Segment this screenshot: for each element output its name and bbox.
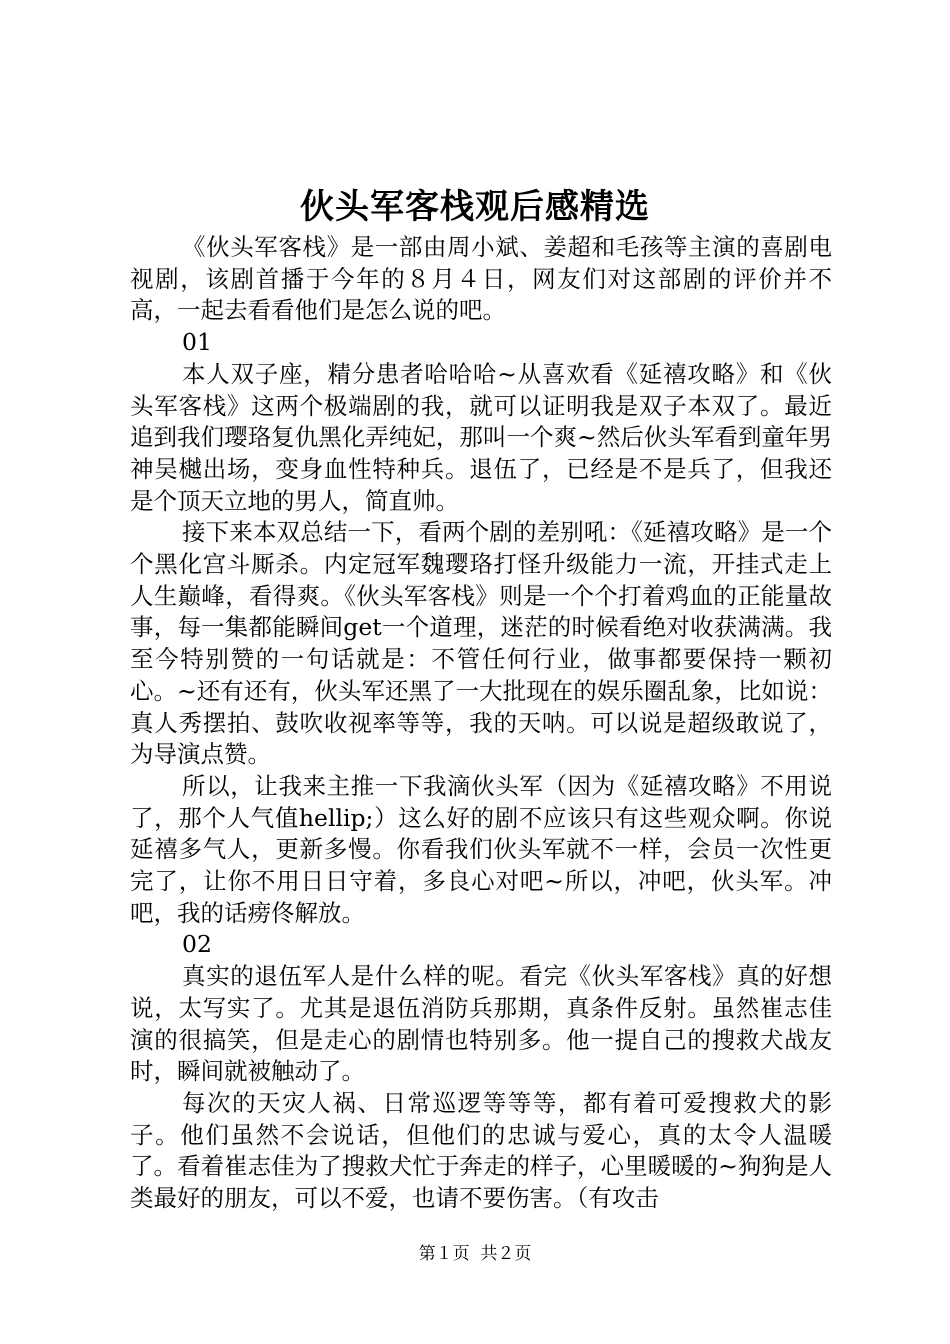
page-total: 共２页 [480,1244,532,1264]
document-title: 伙头军客栈观后感精选 [300,187,650,227]
paragraph: 真实的退伍军人是什么样的呢。看完《伙头军客栈》真的好想说，太写实了。尤其是退伍消防兵那期，真条件反射。虽然崔志佳演的很搞笑，但是走心的剧情也特别多。他一提自己的搜救犬战友时，瞬间就被触动了。 [130,962,832,1086]
section-number: 01 [182,328,212,357]
section-number: 02 [182,930,212,959]
page-footer [0,1242,950,1266]
paragraph: 本人双子座，精分患者哈哈哈~从喜欢看《延禧攻略》和《伙头军客栈》这两个极端剧的我，就可以证明我是双子本双了。最近追到我们璎珞复仇黑化弄纯妃，那叫一个爽~然后伙头军看到童年男神吴樾出场，变身血性特种兵。退伍了，已经是不是兵了，但我还是个顶天立地的男人，简直帅。 [130,359,832,515]
paragraph: 每次的天灾人祸、日常巡逻等等等，都有着可爱搜救犬的影子。他们虽然不会说话，但他们的忠诚与爱心，真的太令人温暖了。看着崔志佳为了搜救犬忙于奔走的样子，心里暖暖的~狗狗是人类最好的朋友，可以不爱，也请不要伤害。（有攻击 [130,1088,832,1213]
paragraph: 《伙头军客栈》是一部由周小斌、姜超和毛孩等主演的喜剧电视剧，该剧首播于今年的８月４日，网友们对这部剧的评价并不高，一起去看看他们是怎么说的吧。 [130,233,832,325]
paragraph: 所以，让我来主推一下我滴伙头军（因为《延禧攻略》不用说了，那个人气值hellip;）这么好的剧不应该只有这些观众啊。你说延禧多气人，更新多慢。你看我们伙头军就不一样，会员一次性更完了，让你不用日日守着，多良心对吧~所以，冲吧，伙头军。冲吧，我的话痨佟解放。 [130,771,832,927]
paragraph: 接下来本双总结一下，看两个剧的差别吼：《延禧攻略》是一个个黑化宫斗厮杀。内定冠军魏璎珞打怪升级能力一流，开挂式走上人生巅峰，看得爽。《伙头军客栈》则是一个个打着鸡血的正能量故事，每一集都能瞬间get一个道理，迷茫的时候看绝对收获满满。我至今特别赞的一句话就是：不管任何行业，做事都要保持一颗初心。~还有还有，伙头军还黑了一大批现在的娱乐圈乱象，比如说：真人秀摆拍、鼓吹收视率等等，我的天呐。可以说是超级敢说了，为导演点赞。 [130,518,832,769]
document-body [130,232,832,1215]
page-number: 第１页 [418,1244,470,1264]
